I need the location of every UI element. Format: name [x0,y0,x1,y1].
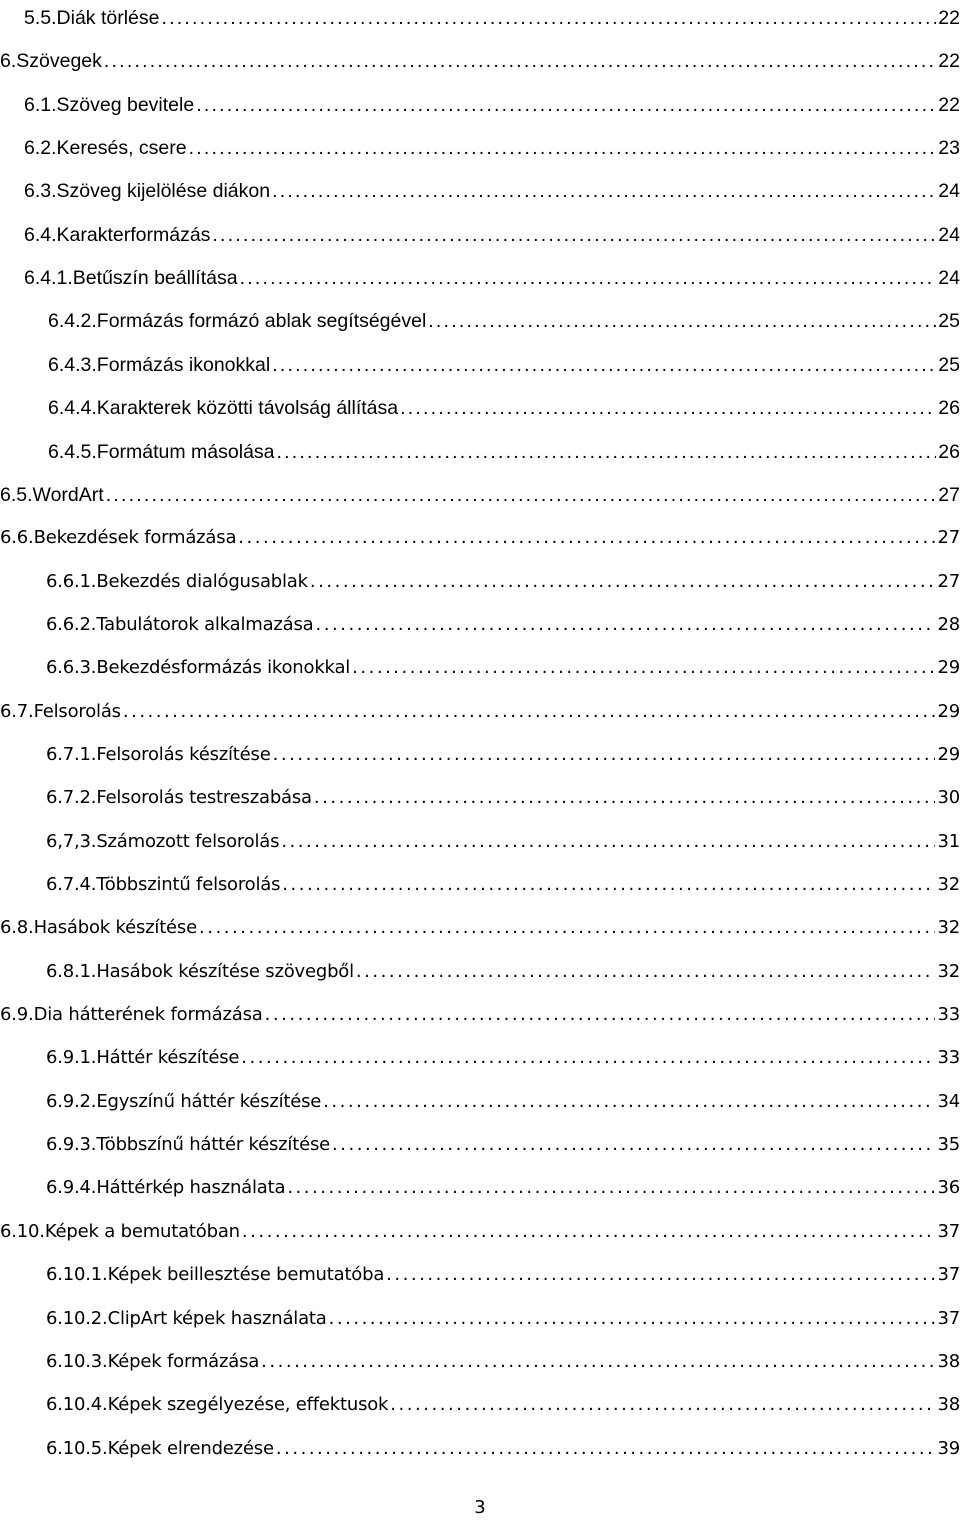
toc-entry[interactable] [0,953,960,983]
toc-entry-number: 6. [0,50,17,73]
toc-dot-leader [390,1394,935,1416]
toc-entry-page: 22 [938,93,960,116]
toc-entry[interactable] [0,1343,960,1373]
toc-entry[interactable] [0,259,960,289]
toc-dot-leader [314,787,936,809]
toc-entry-number: 6.9.4. [46,1177,97,1199]
toc-dot-leader [272,180,936,202]
toc-dot-leader [265,1004,936,1026]
toc-entry-page: 27 [938,483,960,506]
toc-entry-page: 37 [937,1264,960,1286]
toc-entry-title: Diák törlése [56,7,160,29]
toc-entry-title: Karakterformázás [56,223,211,246]
toc-entry-number: 5.5. [24,7,57,29]
toc-entry[interactable] [0,519,960,549]
toc-entry-title: Hasábok készítése [33,917,197,939]
toc-entry-page: 33 [937,1004,960,1026]
toc-entry-number: 6.6.3. [46,657,97,679]
toc-entry[interactable] [0,779,960,809]
toc-entry[interactable] [0,866,960,896]
toc-entry-number: 6.4.5. [48,440,97,463]
toc-entry[interactable] [0,346,960,376]
toc-dot-leader [323,1091,935,1113]
toc-entry[interactable] [0,1430,960,1460]
toc-entry[interactable] [0,823,960,853]
toc-dot-leader [104,50,936,72]
toc-entry[interactable] [0,1126,960,1156]
toc-dot-leader [310,571,936,593]
toc-entry[interactable] [0,996,960,1026]
toc-entry-number: 6.6.2. [46,613,97,635]
toc-entry[interactable] [0,129,960,159]
toc-entry[interactable] [0,1213,960,1243]
toc-entry-title: Szövegek [16,50,102,73]
toc-entry-number: 6.6.1. [46,570,97,592]
toc-entry-number: 6.10.2. [46,1307,108,1329]
toc-dot-leader [272,354,936,376]
toc-entry-page: 26 [938,397,960,420]
toc-entry-number: 6.7.4. [46,874,97,895]
toc-entry[interactable] [0,909,960,939]
toc-entry-title: Képek szegélyezése, effektusok [107,1394,389,1416]
toc-entry-title: Felsorolás készítése [96,743,271,765]
toc-dot-leader [400,397,936,419]
toc-entry-page: 29 [937,743,960,765]
toc-entry-number: 6.10.3. [46,1350,108,1372]
toc-entry-page: 22 [938,50,960,73]
toc-entry-number: 6.4.3. [48,353,97,376]
toc-entry-title: Bekezdések formázása [33,527,237,549]
toc-dot-leader [199,917,935,939]
toc-entry-number: 6.9. [0,1004,34,1026]
toc-entry-title: Többszintű felsorolás [96,874,281,895]
toc-dot-leader [282,874,935,896]
toc-entry-title: Tabulátorok alkalmazása [96,613,314,635]
toc-entry[interactable] [0,1256,960,1286]
toc-entry-title: Dia hátterének formázása [33,1004,263,1026]
toc-dot-leader [261,1351,935,1373]
toc-entry-title: Formázás ikonokkal [96,353,271,376]
toc-dot-leader [238,527,935,549]
toc-entry-number: 6.8.1. [46,960,97,982]
toc-entry[interactable] [0,693,960,723]
toc-entry-page: 35 [937,1134,960,1156]
toc-entry-page: 25 [938,310,960,333]
toc-dot-leader [162,7,937,29]
toc-entry-number: 6.9.1. [46,1047,97,1069]
toc-dot-leader [273,744,936,766]
toc-entry-title: ClipArt képek használata [107,1307,327,1329]
toc-entry-page: 24 [938,180,960,203]
toc-entry-title: Bekezdésformázás ikonokkal [96,657,351,679]
toc-entry-number: 6.10. [0,1220,45,1242]
toc-entry-title: Keresés, csere [56,137,187,160]
toc-entry-number: 6.7.1. [46,743,97,765]
toc-dot-leader [277,441,937,463]
toc-entry-title: Felsorolás testreszabása [96,787,312,809]
toc-entry[interactable] [0,302,960,332]
toc-entry-number: 6.10.5. [46,1437,108,1459]
toc-entry[interactable] [0,216,960,246]
toc-entry-title: Hasábok készítése szövegből [96,960,354,982]
toc-entry-number: 6.4.4. [48,397,97,420]
toc-dot-leader [329,1308,936,1330]
toc-entry-number: 6.10.1. [46,1264,108,1286]
toc-entry-number: 6.3. [24,180,57,203]
toc-entry-page: 32 [937,917,960,939]
toc-entry[interactable] [0,736,960,766]
toc-dot-leader [242,1221,936,1243]
toc-dot-leader [287,1177,935,1199]
toc-entry[interactable] [0,476,960,506]
toc-entry-title: Képek elrendezése [107,1437,274,1459]
toc-entry-title: Háttér készítése [96,1047,240,1069]
toc-entry-page: 32 [937,874,960,895]
toc-dot-leader [332,1134,935,1156]
toc-entry-title: Felsorolás [33,700,121,722]
toc-entry[interactable] [0,172,960,202]
toc-entry-number: 6.5. [0,483,33,506]
toc-dot-leader [189,137,937,159]
toc-entry-page: 26 [938,440,960,463]
toc-entry-number: 6.8. [0,917,34,939]
toc-entry-page: 24 [938,267,960,290]
toc-entry-title: Formázás formázó ablak segítségével [96,310,427,333]
toc-entry[interactable] [0,389,960,419]
toc-dot-leader [123,701,936,723]
toc-entry-title: Háttérkép használata [96,1177,286,1199]
toc-entry-number: 6.6. [0,527,34,549]
toc-entry-page: 37 [937,1307,960,1329]
toc-entry-page: 31 [937,830,960,852]
toc-entry[interactable] [0,42,960,72]
toc-entry-page: 27 [937,570,960,592]
toc-dot-leader [386,1264,935,1286]
toc-entry-number: 6.9.2. [46,1090,97,1112]
toc-dot-leader [281,831,935,853]
toc-entry-page: 30 [937,787,960,809]
toc-entry-number: 6,7,3. [46,830,97,852]
toc-entry[interactable] [0,86,960,116]
toc-entry-page: 33 [937,1047,960,1069]
toc-entry-title: Szöveg kijelölése diákon [56,180,271,203]
toc-entry-title: Többszínű háttér készítése [96,1134,331,1156]
toc-entry[interactable] [0,606,960,636]
toc-entry[interactable] [0,433,960,463]
toc-entry-number: 6.1. [24,93,57,116]
toc-entry-title: Betűszín beállítása [72,267,238,290]
toc-entry[interactable] [0,1039,960,1069]
toc-entry-page: 25 [938,353,960,376]
toc-entry[interactable] [0,1386,960,1416]
toc-dot-leader [352,657,935,679]
toc-entry-page: 22 [938,7,960,29]
toc-dot-leader [196,94,936,116]
toc-entry-number: 6.2. [24,137,57,160]
toc-entry[interactable] [0,1169,960,1199]
toc-entry-page: 34 [937,1090,960,1112]
toc-dot-leader [106,484,937,506]
toc-dot-leader [240,267,937,289]
toc-dot-leader [212,224,936,246]
toc-entry-title: Számozott felsorolás [96,830,280,852]
toc-entry-number: 6.10.4. [46,1394,108,1416]
toc-entry-title: WordArt [32,483,104,506]
page-number: 3 [474,1497,486,1518]
toc-entry-number: 6.7. [0,700,34,722]
toc-dot-leader [241,1047,935,1069]
toc-entry-title: Egyszínű háttér készítése [96,1090,322,1112]
toc-entry-page: 39 [937,1437,960,1459]
toc-entry[interactable] [0,1300,960,1330]
toc-entry-number: 6.7.2. [46,787,97,809]
toc-entry-page: 38 [937,1394,960,1416]
toc-entry-page: 23 [938,137,960,160]
toc-entry[interactable] [0,649,960,679]
toc-entry-title: Karakterek közötti távolság állítása [96,397,399,420]
toc-entry[interactable] [0,0,960,29]
toc-entry-title: Képek formázása [107,1350,260,1372]
toc-entry-title: Képek a bemutatóban [44,1220,240,1242]
toc-entry-number: 6.4.2. [48,310,97,333]
toc-dot-leader [276,1438,936,1460]
toc-entry-page: 37 [937,1220,960,1242]
toc-entry[interactable] [0,1083,960,1113]
toc-entry-page: 24 [938,223,960,246]
toc-entry-title: Szöveg bevitele [56,93,195,116]
toc-entry-page: 29 [937,700,960,722]
toc-entry-page: 36 [937,1177,960,1199]
toc-entry-page: 29 [937,657,960,679]
toc-entry-number: 6.4. [24,223,57,246]
toc-entry-page: 38 [937,1350,960,1372]
toc-entry[interactable] [0,563,960,593]
toc-entry-number: 6.9.3. [46,1134,97,1156]
toc-entry-page: 27 [937,527,960,549]
toc-entry-number: 6.4.1. [24,267,73,290]
toc-dot-leader [428,310,936,332]
toc-dot-leader [356,961,936,983]
toc-entry-title: Formátum másolása [96,440,275,463]
toc-dot-leader [316,614,936,636]
toc-entry-title: Bekezdés dialógusablak [96,570,308,592]
toc-entry-page: 28 [937,613,960,635]
toc-entry-title: Képek beillesztése bemutatóba [107,1264,385,1286]
toc-entry-page: 32 [937,960,960,982]
